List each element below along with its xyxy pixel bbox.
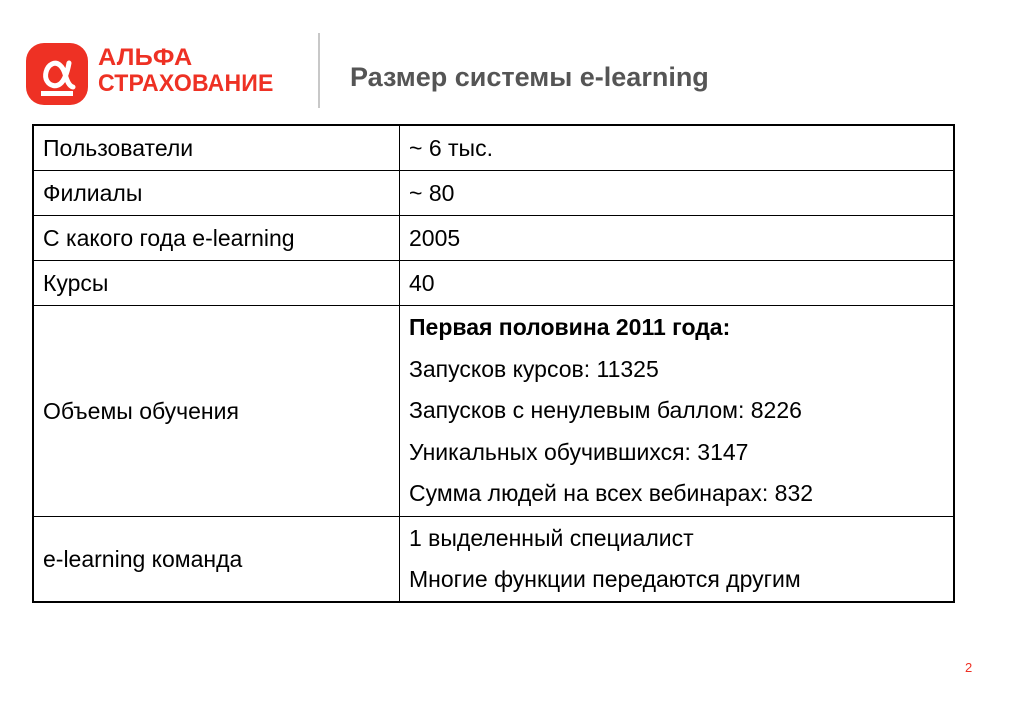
table-row: [33, 306, 954, 517]
row-label: Пользователи: [33, 125, 400, 171]
volumes-item: Запусков с ненулевым баллом: 8226: [409, 397, 802, 424]
row-value: 40: [400, 261, 955, 306]
row-label: Филиалы: [33, 171, 400, 216]
team-item: 1 выделенный специалист: [409, 525, 694, 551]
row-label: С какого года e-learning: [33, 216, 400, 261]
team-item: Многие функции передаются другим: [409, 566, 801, 592]
table-row: [33, 125, 954, 171]
volumes-item: Запусков курсов: 11325: [409, 355, 659, 382]
volumes-heading: Первая половина 2011 года:: [409, 314, 731, 341]
logo-line-2: СТРАХОВАНИЕ: [98, 70, 274, 97]
row-value: ~ 80: [400, 171, 955, 216]
table-row: [33, 517, 954, 603]
header-divider: [318, 33, 320, 108]
row-value: ~ 6 тыс.: [400, 125, 955, 171]
row-label: Курсы: [33, 261, 400, 306]
table-row: [33, 216, 954, 261]
row-value-volumes: [400, 306, 955, 517]
volumes-item: Сумма людей на всех вебинарах: 832: [409, 480, 814, 507]
info-table: [32, 124, 955, 603]
row-value: 2005: [400, 216, 955, 261]
page-number: 2: [965, 660, 973, 675]
alpha-logo-icon: [26, 43, 88, 105]
table-row: [33, 171, 954, 216]
table-row: [33, 261, 954, 306]
row-label: Объемы обучения: [33, 306, 400, 517]
row-label: e-learning команда: [33, 517, 400, 603]
volumes-item: Уникальных обучившихся: 3147: [409, 438, 749, 465]
page-title: Размер системы e-learning: [350, 62, 709, 92]
brand-logo-text: [98, 46, 281, 96]
row-value-team: [400, 517, 955, 603]
logo-line-1: АЛЬФА: [98, 44, 193, 71]
